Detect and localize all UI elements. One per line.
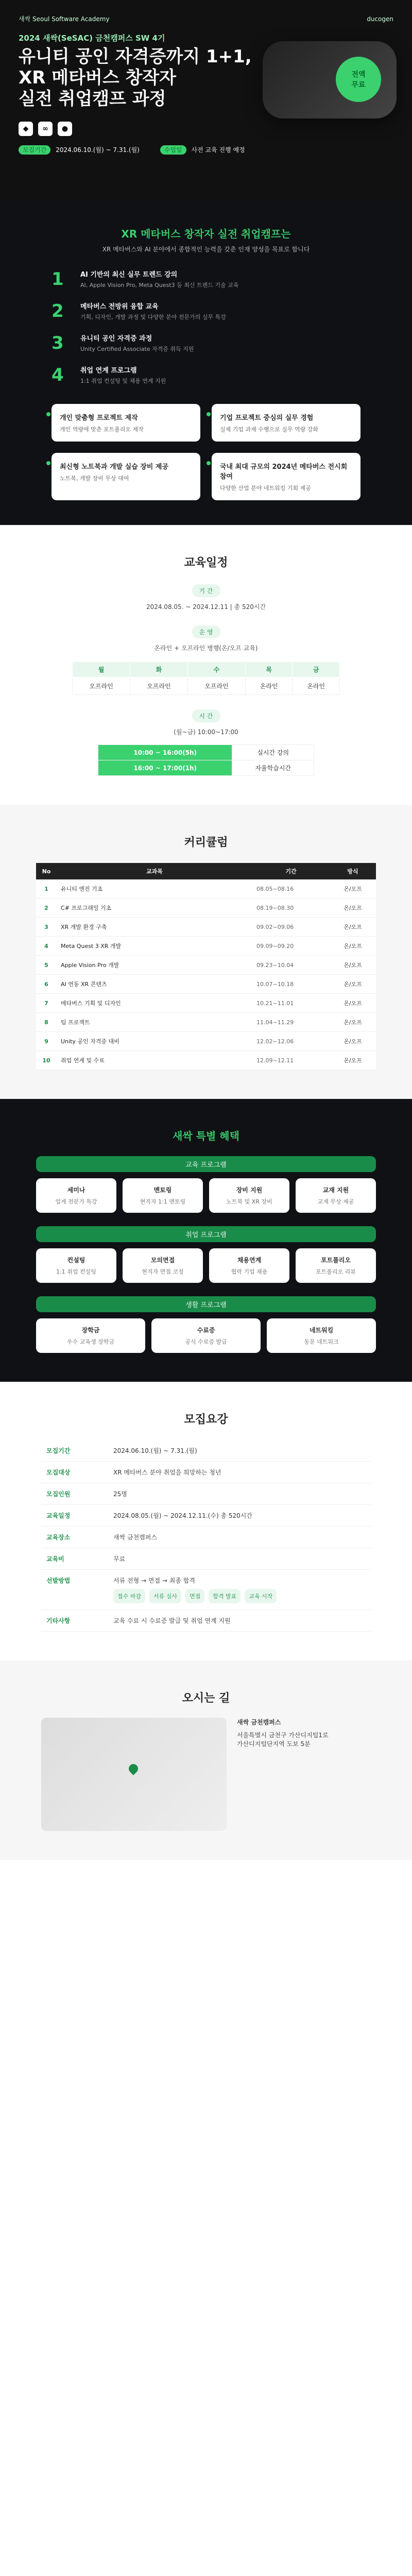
card-title: 개인 맞춤형 프로젝트 제작 xyxy=(60,414,138,422)
flow-step: 합격 발표 xyxy=(209,1589,241,1603)
curriculum-section xyxy=(0,805,412,1099)
req-key: 교육일정 xyxy=(41,1505,108,1527)
step-title: AI 기반의 최신 실무 트렌드 강의 xyxy=(80,271,178,279)
hero-apply xyxy=(19,145,140,154)
benefits-section xyxy=(0,1099,412,1382)
table-row xyxy=(36,899,376,918)
card-desc: 개인 역량에 맞춘 포트폴리오 제작 xyxy=(60,426,144,433)
class-label: 수업일 xyxy=(160,145,186,155)
schedule-section xyxy=(0,525,412,805)
week-header: 월 xyxy=(73,662,130,677)
benefit-title: 네트워킹 xyxy=(309,1327,334,1334)
hero-title-line2: XR 메타버스 창작자 xyxy=(19,67,176,88)
step-number: 1 xyxy=(52,269,64,290)
class-value: 사전 교육 진행 예정 xyxy=(191,146,245,154)
curr-when: 08.05~08.16 xyxy=(252,879,330,899)
way-label: 운 영 xyxy=(192,625,220,638)
feature-cards xyxy=(52,404,360,500)
req-key: 기타사항 xyxy=(41,1610,108,1632)
requirements-section xyxy=(0,1382,412,1660)
benefit-title: 포트폴리오 xyxy=(321,1257,351,1264)
req-key: 모집기간 xyxy=(41,1440,108,1462)
bullet-icon xyxy=(207,412,211,416)
table-row xyxy=(41,1527,371,1548)
benefit-item xyxy=(296,1178,376,1213)
req-value: 새싹 금천캠퍼스 xyxy=(108,1527,371,1548)
table-row xyxy=(36,937,376,956)
table-row xyxy=(36,1013,376,1032)
feature-card xyxy=(52,404,200,442)
table-row xyxy=(41,1548,371,1570)
curr-meth: 온/오프 xyxy=(330,994,376,1013)
req-value: 2024.08.05.(월) ~ 2024.12.11.(수) 총 520시간 xyxy=(108,1505,371,1527)
step-desc: AI, Apple Vision Pro, Meta Quest3 등 최신 트렌드 기술 교육 xyxy=(80,282,239,289)
spacer xyxy=(0,1860,412,2576)
benefit-item xyxy=(36,1318,145,1353)
curr-meth: 온/오프 xyxy=(330,1032,376,1051)
benefit-desc: 현직자 면접 코칭 xyxy=(142,1268,184,1275)
schedule-title: 교육일정 xyxy=(184,556,228,569)
card-title: 기업 프로젝트 중심의 실무 경험 xyxy=(220,414,314,422)
table-row xyxy=(36,956,376,975)
step-number: 3 xyxy=(52,333,64,353)
hero-dates xyxy=(19,145,393,154)
req-key: 선발방법 xyxy=(41,1570,108,1610)
benefit-item xyxy=(267,1318,376,1353)
curr-name: AI 연동 XR 콘텐츠 xyxy=(57,975,252,994)
flow-step: 면접 xyxy=(185,1589,204,1603)
benefit-item xyxy=(209,1178,289,1213)
step-number: 2 xyxy=(52,301,64,321)
brand-right: ducogen xyxy=(367,15,393,23)
address-name: 새싹 금천캠퍼스 xyxy=(237,1719,281,1726)
table-row xyxy=(36,994,376,1013)
flow-step: 접수 마감 xyxy=(113,1589,145,1603)
req-key: 모집인원 xyxy=(41,1483,108,1505)
curr-no: 9 xyxy=(36,1032,57,1051)
address-line: 서울특별시 금천구 가산디지털1로 xyxy=(237,1732,329,1739)
free-badge xyxy=(336,57,381,102)
intro-subtitle: XR 메타버스와 AI 분야에서 종합적인 능력을 갖춘 인재 양성을 목표로 합니다 xyxy=(102,246,310,253)
curr-name: Apple Vision Pro 개발 xyxy=(57,956,252,975)
benefit-desc: 포트폴리오 리뷰 xyxy=(316,1268,356,1275)
step-title: 취업 연계 프로그램 xyxy=(80,367,137,375)
flow-step: 교육 시작 xyxy=(245,1589,277,1603)
table-row xyxy=(36,1051,376,1070)
card-title: 최신형 노트북과 개발 실습 장비 제공 xyxy=(60,463,168,471)
location-title: 오시는 길 xyxy=(182,1692,230,1705)
benefit-desc: 1:1 취업 컨설팅 xyxy=(56,1268,96,1275)
curr-when: 11.04~11.29 xyxy=(252,1013,330,1032)
feature-card xyxy=(52,453,200,500)
req-value: 무료 xyxy=(108,1548,371,1570)
table-row xyxy=(36,918,376,937)
week-table xyxy=(72,662,340,695)
meta-icon: ∞ xyxy=(38,122,53,136)
benefit-item xyxy=(36,1178,116,1213)
requirements-table xyxy=(41,1440,371,1632)
benefit-items xyxy=(36,1318,376,1353)
benefit-group xyxy=(36,1156,376,1213)
benefit-desc: 교재 무상 제공 xyxy=(317,1198,354,1205)
week-cell: 오프라인 xyxy=(187,677,245,695)
feature-card xyxy=(212,404,360,442)
benefits-title: 새싹 특별 혜택 xyxy=(173,1130,239,1142)
apply-value: 2024.06.10.(월) ~ 7.31.(월) xyxy=(56,146,140,154)
location-section xyxy=(0,1660,412,1860)
bullet-icon xyxy=(207,461,211,465)
req-value: 2024.06.10.(월) ~ 7.31.(월) xyxy=(108,1440,371,1462)
curriculum-table xyxy=(36,863,376,1070)
week-cell: 오프라인 xyxy=(130,677,187,695)
benefit-title: 컨설팅 xyxy=(67,1257,85,1264)
time-value: (월~금) 10:00~17:00 xyxy=(174,728,238,736)
step-item xyxy=(52,301,360,321)
table-row xyxy=(41,1505,371,1527)
step-desc: Unity Certified Associate 자격증 취득 지원 xyxy=(80,346,194,352)
benefit-desc: 노트북 및 XR 장비 xyxy=(226,1198,272,1205)
curr-no: 8 xyxy=(36,1013,57,1032)
curr-when: 08.19~08.30 xyxy=(252,899,330,918)
selection-flow xyxy=(113,1589,366,1603)
benefit-group-title: 생활 프로그램 xyxy=(36,1296,376,1312)
badge-top: 전액 xyxy=(351,71,366,79)
benefit-desc: 동문 네트워크 xyxy=(304,1338,339,1345)
curr-header: 기간 xyxy=(252,863,330,879)
card-desc: 노트북, 개발 장비 무상 대여 xyxy=(60,475,129,482)
way-value: 온라인 + 오프라인 병행(온/오프 교육) xyxy=(154,645,258,652)
curr-no: 1 xyxy=(36,879,57,899)
curr-meth: 온/오프 xyxy=(330,1051,376,1070)
req-value: 25명 xyxy=(108,1483,371,1505)
curr-meth: 온/오프 xyxy=(330,956,376,975)
table-row xyxy=(41,1462,371,1483)
req-value: XR 메타버스 분야 취업을 희망하는 청년 xyxy=(108,1462,371,1483)
req-value: 교육 수료 시 수료증 발급 및 취업 연계 지원 xyxy=(108,1610,371,1632)
badge-bottom: 무료 xyxy=(351,81,366,89)
curr-header: 방식 xyxy=(330,863,376,879)
week-cell: 온라인 xyxy=(293,677,340,695)
table-row xyxy=(41,1610,371,1632)
intro-title: XR 메타버스 창작자 실전 취업캠프는 xyxy=(121,228,291,240)
curr-when: 09.02~09.06 xyxy=(252,918,330,937)
week-cell: 오프라인 xyxy=(73,677,130,695)
hero xyxy=(0,0,412,201)
benefit-desc: 업계 전문가 특강 xyxy=(55,1198,97,1205)
selection-value: 서류 전형 → 면접 → 최종 합격 xyxy=(113,1577,195,1584)
intro-section xyxy=(0,201,412,525)
step-desc: 1:1 취업 컨설팅 및 채용 연계 지원 xyxy=(80,378,166,384)
step-title: 메타버스 전방위 융합 교육 xyxy=(80,303,159,311)
curr-name: XR 개발 환경 구축 xyxy=(57,918,252,937)
benefit-item xyxy=(123,1178,203,1213)
benefit-title: 교재 지원 xyxy=(322,1187,349,1194)
benefit-title: 멘토링 xyxy=(153,1187,172,1194)
benefit-title: 장비 지원 xyxy=(236,1187,263,1194)
benefit-item xyxy=(209,1248,289,1283)
hero-tech-icons xyxy=(19,122,393,136)
benefit-desc: 우수 교육생 장학금 xyxy=(66,1338,114,1345)
req-value xyxy=(108,1570,371,1610)
unity-icon: ◆ xyxy=(19,122,33,136)
bullet-icon xyxy=(46,412,50,416)
hero-class xyxy=(160,145,245,154)
curr-when: 10.07~10.18 xyxy=(252,975,330,994)
benefit-title: 채용연계 xyxy=(237,1257,262,1264)
week-cell: 온라인 xyxy=(245,677,293,695)
curr-no: 3 xyxy=(36,918,57,937)
time-desc: 자율학습시간 xyxy=(232,760,314,776)
flow-step: 서류 심사 xyxy=(149,1589,181,1603)
benefit-group xyxy=(36,1296,376,1353)
curr-meth: 온/오프 xyxy=(330,899,376,918)
curr-meth: 온/오프 xyxy=(330,879,376,899)
benefit-item xyxy=(123,1248,203,1283)
curr-when: 09.23~10.04 xyxy=(252,956,330,975)
benefit-item xyxy=(36,1248,116,1283)
curr-meth: 온/오프 xyxy=(330,937,376,956)
curr-name: 취업 연계 및 수료 xyxy=(57,1051,252,1070)
bullet-icon xyxy=(46,461,50,465)
card-title: 국내 최대 규모의 2024년 메타버스 전시회 참여 xyxy=(220,463,348,481)
time-label: 시 간 xyxy=(192,709,220,722)
apple-icon: ● xyxy=(58,122,72,136)
benefit-desc: 현직자 1:1 멘토링 xyxy=(140,1198,186,1205)
time-desc: 실시간 강의 xyxy=(232,745,314,760)
table-row xyxy=(36,879,376,899)
benefit-title: 장학금 xyxy=(81,1327,100,1334)
curriculum-title: 커리큘럼 xyxy=(184,836,228,849)
benefit-desc: 공식 수료증 발급 xyxy=(185,1338,227,1345)
step-item xyxy=(52,365,360,385)
table-row xyxy=(36,1032,376,1051)
benefit-item xyxy=(151,1318,261,1353)
req-key: 교육장소 xyxy=(41,1527,108,1548)
step-desc: 기획, 디자인, 개발 과정 및 다양한 분야 전문가의 실무 특강 xyxy=(80,314,226,320)
curr-meth: 온/오프 xyxy=(330,975,376,994)
curr-no: 10 xyxy=(36,1051,57,1070)
benefit-title: 모의면접 xyxy=(150,1257,175,1264)
benefit-group-title: 교육 프로그램 xyxy=(36,1156,376,1172)
benefit-group xyxy=(36,1226,376,1283)
step-item xyxy=(52,269,360,290)
req-key: 교육비 xyxy=(41,1548,108,1570)
time-range: 10:00 ~ 16:00(5h) xyxy=(98,745,232,760)
req-key: 모집대상 xyxy=(41,1462,108,1483)
address-block xyxy=(237,1718,329,1831)
location-content xyxy=(41,1718,371,1831)
curr-name: 메타버스 기획 및 디자인 xyxy=(57,994,252,1013)
table-row xyxy=(41,1483,371,1505)
benefit-items xyxy=(36,1178,376,1213)
step-title: 유니티 공인 자격증 과정 xyxy=(80,335,152,343)
intro-steps xyxy=(31,269,381,385)
hero-title-line1: 유니티 공인 자격증까지 1+1, xyxy=(19,46,252,67)
apply-label: 모집기간 xyxy=(19,145,50,155)
requirements-title: 모집요강 xyxy=(184,1413,228,1426)
curr-name: 유니티 엔진 기초 xyxy=(57,879,252,899)
card-desc: 다양한 산업 분야 네트워킹 기회 제공 xyxy=(220,485,311,492)
map-image[interactable] xyxy=(41,1718,227,1831)
week-header: 금 xyxy=(293,662,340,677)
time-table xyxy=(98,744,314,776)
curr-no: 7 xyxy=(36,994,57,1013)
benefit-title: 세미나 xyxy=(67,1187,85,1194)
hero-title-line3: 실전 취업캠프 과정 xyxy=(19,88,166,109)
hero-topline xyxy=(19,14,393,23)
period-value: 2024.08.05. ~ 2024.12.11 | 총 520시간 xyxy=(146,603,266,611)
map-pin-icon xyxy=(127,1762,140,1775)
brand-left: 새싹 Seoul Software Academy xyxy=(19,15,110,23)
curr-name: 팀 프로젝트 xyxy=(57,1013,252,1032)
hero-subtitle: 2024 새싹(SeSAC) 금천캠퍼스 SW 4기 xyxy=(19,33,165,43)
curr-no: 2 xyxy=(36,899,57,918)
curr-meth: 온/오프 xyxy=(330,1013,376,1032)
table-row xyxy=(36,975,376,994)
week-header: 목 xyxy=(245,662,293,677)
curr-header: 교과목 xyxy=(57,863,252,879)
step-number: 4 xyxy=(52,365,64,385)
curr-name: Unity 공인 자격증 대비 xyxy=(57,1032,252,1051)
card-desc: 실제 기업 과제 수행으로 실무 역량 강화 xyxy=(220,426,318,433)
step-item xyxy=(52,333,360,353)
benefit-desc: 협력 기업 채용 xyxy=(231,1268,268,1275)
curr-when: 09.09~09.20 xyxy=(252,937,330,956)
curr-no: 6 xyxy=(36,975,57,994)
feature-card xyxy=(212,453,360,500)
period-label: 기 간 xyxy=(192,584,220,597)
curr-when: 12.09~12.11 xyxy=(252,1051,330,1070)
curr-when: 10.21~11.01 xyxy=(252,994,330,1013)
time-range: 16:00 ~ 17:00(1h) xyxy=(98,760,232,776)
curr-no: 5 xyxy=(36,956,57,975)
address-sub: 가산디지털단지역 도보 5분 xyxy=(237,1740,311,1748)
curr-header: No xyxy=(36,863,57,879)
week-header: 수 xyxy=(187,662,245,677)
table-row xyxy=(41,1440,371,1462)
curr-name: Meta Quest 3 XR 개발 xyxy=(57,937,252,956)
curr-when: 12.02~12.06 xyxy=(252,1032,330,1051)
week-header: 화 xyxy=(130,662,187,677)
benefit-title: 수료증 xyxy=(197,1327,215,1334)
curr-name: C# 프로그래밍 기초 xyxy=(57,899,252,918)
benefit-item xyxy=(296,1248,376,1283)
table-row xyxy=(41,1570,371,1610)
benefit-group-title: 취업 프로그램 xyxy=(36,1226,376,1242)
curr-no: 4 xyxy=(36,937,57,956)
benefit-items xyxy=(36,1248,376,1283)
curr-meth: 온/오프 xyxy=(330,918,376,937)
